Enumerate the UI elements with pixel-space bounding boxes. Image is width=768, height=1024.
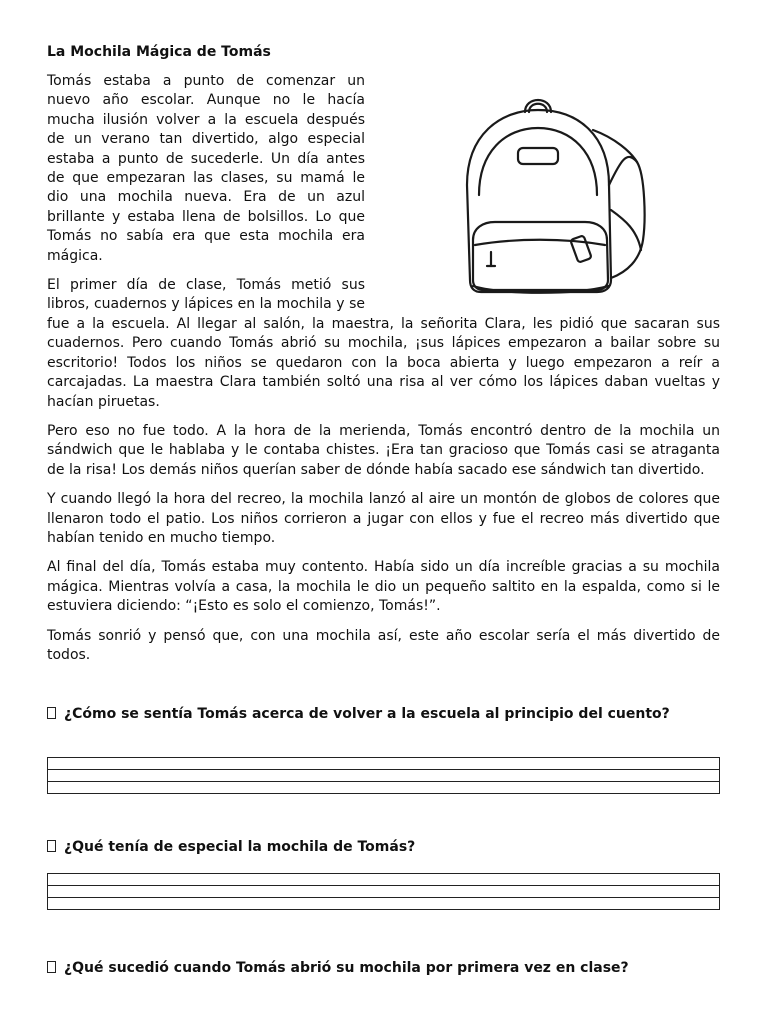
question-text: ¿Qué tenía de especial la mochila de Tomás? xyxy=(64,839,416,855)
answer-line[interactable] xyxy=(48,898,719,909)
answer-lines-2[interactable] xyxy=(47,873,720,910)
question-3 xyxy=(47,960,720,977)
story-text xyxy=(47,72,720,675)
question-2 xyxy=(47,839,720,856)
story-paragraph: Tomás sonrió y pensó que, con una mochila así, este año escolar sería el más divertido de todos. xyxy=(47,627,720,663)
checkbox-icon xyxy=(47,707,56,719)
answer-line[interactable] xyxy=(48,782,719,793)
question-text: ¿Cómo se sentía Tomás acerca de volver a la escuela al principio del cuento? xyxy=(64,706,670,722)
story-paragraph: Pero eso no fue todo. A la hora de la merienda, Tomás encontró dentro de la mochila un sándwich que le hablaba y le contaba chistes. ¡Era tan gracioso que Tomás casi se atraganta de la risa! Los demás niños querían saber de dónde había sacado ese sándwich tan divertido. xyxy=(47,422,720,478)
question-text: ¿Qué sucedió cuando Tomás abrió su mochila por primera vez en clase? xyxy=(64,960,629,976)
story-paragraph: Y cuando llegó la hora del recreo, la mochila lanzó al aire un montón de globos de colores que llenaron todo el patio. Los niños corrieron a jugar con ellos y fue el recreo más divertido que habían tenido en mucho tiempo. xyxy=(47,491,720,546)
story-paragraph: Tomás estaba a punto de comenzar un nuevo año escolar. Aunque no le hacía mucha ilusión volver a la escuela después de un verano tan divertido, algo especial estaba a punto de sucederle. Un día antes de que empezaran las clases, su mamá le dio una mochila nueva. Era de un azul brillante y estaba llena de bolsillos. Lo que Tomás no sabía era que esta mochila era mágica. xyxy=(47,73,365,264)
checkbox-icon xyxy=(47,840,56,852)
question-1 xyxy=(47,706,720,723)
story-paragraph: El primer día de clase, Tomás metió sus libros, cuadernos y lápices en la mochila y se fue a la escuela. Al llegar al salón, la maestra, la señorita Clara, les pidió que sacaran sus cuadernos. Pero cuando Tomás abrió su mochila, ¡sus lápices empezaron a bailar sobre su escritorio! Todos los niños se quedaron con la boca abierta y luego empezaron a reír a carcajadas. La maestra Clara también soltó una risa al ver cómo los lápices daban vueltas y hacían piruetas. xyxy=(47,277,720,410)
backpack-icon xyxy=(375,90,705,302)
story-paragraph: Al final del día, Tomás estaba muy contento. Había sido un día increíble gracias a su mochila mágica. Mientras volvía a casa, la mochila le dio un pequeño saltito en la espalda, como si le estuviera diciendo: “¡Esto es solo el comienzo, Tomás!”. xyxy=(47,559,720,615)
answer-line[interactable] xyxy=(48,758,719,770)
answer-line[interactable] xyxy=(48,770,719,782)
answer-line[interactable] xyxy=(48,874,719,886)
checkbox-icon xyxy=(47,961,56,973)
answer-lines-1[interactable] xyxy=(47,757,720,794)
document-title: La Mochila Mágica de Tomás xyxy=(47,44,271,60)
backpack-illustration xyxy=(375,90,705,302)
answer-line[interactable] xyxy=(48,886,719,898)
